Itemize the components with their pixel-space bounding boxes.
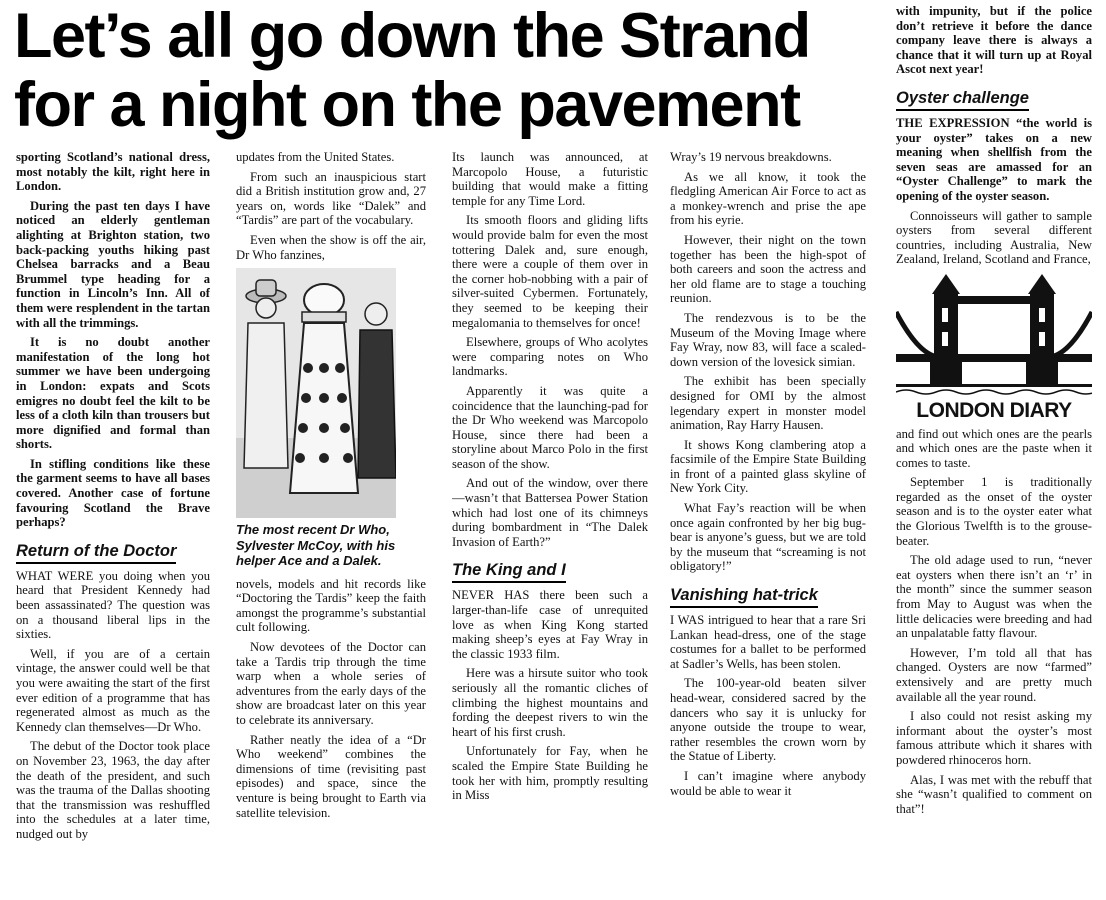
paragraph: However, I’m told all that has changed. Oysters are now “farmed” extensively and are pretty much available all the year round. [896, 645, 1092, 704]
paragraph: Alas, I was met with the rebuff that she “wasn’t qualified to comment on that”! [896, 772, 1092, 816]
paragraph: The rendezvous is to be the Museum of the Moving Image where Fay Wray, now 83, will face a scaled-down version of the lovesick simian. [670, 310, 866, 369]
paragraph: I WAS intrigued to hear that a rare Sri Lankan head-dress, one of the stage costumes for a ballet to be performed at Sadler’s Wells, has been stolen. [670, 613, 866, 671]
paragraph: and find out which ones are the pearls and which ones are the paste when it comes to taste. [896, 426, 1092, 470]
headline-line-2: for a night on the pavement [14, 70, 800, 140]
paragraph: Wray’s 19 nervous breakdowns. [670, 150, 832, 164]
headline-line-1: Let’s all go down the Strand [14, 1, 810, 71]
paragraph: However, their night on the town together has been the high-spot of both careers and soon the actress and her old flame are to stage a touching reunion. [670, 232, 866, 306]
subheading-vanishing-hat-trick: Vanishing hat-trick [670, 585, 818, 608]
paragraph: updates from the United States. [236, 150, 395, 164]
photo-illustration [236, 268, 396, 518]
paragraph: NEVER HAS there been such a larger-than-life case of unrequited love as when King Kong started making sheep’s eyes at Fay Wray in the classic 1933 film. [452, 588, 648, 661]
paragraph: As we all know, it took the fledgling American Air Force to act as a monkey-wrench and prise the ape from his eyrie. [670, 169, 866, 228]
headline [14, 2, 884, 140]
paragraph: WHAT WERE you doing when you heard that President Kennedy had been assassinated? The question was on a thousand liberal lips in the sixties. [16, 568, 210, 642]
paragraph: Rather neatly the idea of a “Dr Who weekend” combines the dimensions of time (revisiting past episodes) and space, since the venture is being brought to Earth via satellite television. [236, 732, 426, 820]
london-diary-label: LONDON DIARY [916, 398, 1072, 422]
paragraph: Unfortunately for Fay, when he scaled the Empire State Building he took her with him, promptly resulting in Miss [452, 744, 648, 803]
paragraph: Well, if you are of a certain vintage, the answer could well be that you were awaiting the start of the first ever edition of a programme that has regenerated almost as much as the Kennedy clan themselves—Dr Who. [16, 646, 210, 734]
paragraph: Its launch was announced, at Marcopolo House, a futuristic building that would make a fitting temple for any Time Lord. [452, 150, 648, 208]
column-2 [236, 150, 426, 896]
paragraph: September 1 is traditionally regarded as the onset of the oyster season and is to the oyster eater what the Glorious Twelfth is to the grouse-beater. [896, 475, 1092, 548]
paragraph: Now devotees of the Doctor can take a Tardis trip through the time warp when a whole series of adventures from the early days of the show are broadcast later on this year to celebrate its anniversary. [236, 640, 426, 727]
paragraph: And out of the window, over there—wasn’t that Battersea Power Station which had lost one of its chimneys during bombardment in “The Dalek Invasion of Earth?” [452, 476, 648, 549]
paragraph: novels, models and hit records like “Doctoring the Tardis” keep the faith amongst the programme’s substantial cult following. [236, 576, 426, 635]
column-5 [896, 4, 1092, 896]
paragraph: Apparently it was quite a coincidence that the launching-pad for the Dr Who weekend was Marcopolo House, since there had been a storyline about Marco Polo in the first season of the show. [452, 383, 648, 471]
paragraph: From such an inauspicious start did a British institution grow and, 27 years on, words like “Dalek” and “Tardis” are part of the vocabulary. [236, 169, 426, 228]
paragraph: Connoisseurs will gather to sample oysters from several different countries, including Australia, New Zealand, Ireland, Scotland and France, [896, 208, 1092, 267]
paragraph: It shows Kong clambering atop a facsimile of the Empire State Building in front of a painted glass skyline of New York City. [670, 437, 866, 496]
paragraph: What Fay’s reaction will be when once again confronted by her big bug-bear is anyone’s guess, but we are told by the museum that “screaming is not obligatory!” [670, 501, 866, 574]
paragraph: THE EXPRESSION “the world is your oyster” takes on a new meaning when shellfish from the seven seas are amassed for an “Oyster Challenge” to mark the opening of the oyster season. [896, 115, 1092, 203]
paragraph: The 100-year-old beaten silver head-wear, considered sacred by the dancers who say it is unlucky for anyone outside the troupe to wear, rather resembles the crown worn by the Statue of Liberty. [670, 676, 866, 764]
tower-bridge-logo [896, 272, 1092, 400]
paragraph: In stifling conditions like these the garment seems to have all bases covered. Another case of fortune favouring Scotland the Brave perhaps? [16, 456, 210, 530]
subheading-oyster-challenge: Oyster challenge [896, 88, 1029, 111]
photo-caption: The most recent Dr Who, Sylvester McCoy, with his helper Ace and a Dalek. [236, 522, 396, 569]
paragraph: Its smooth floors and gliding lifts would provide balm for even the most tottering Dalek and, sure enough, there were a couple of them over in the corner hob-nobbing with a pair of silver-suited Cybermen. Fortunately, they seemed to be keeping their megalomania to themselves for once! [452, 213, 648, 330]
tower-bridge-icon [896, 272, 1092, 400]
paragraph: I also could not resist asking my informant about the oyster’s most famous attribute which it shares with powdered rhinoceros horn. [896, 709, 1092, 767]
paragraph: It is no doubt another manifestation of the long hot summer we have been undergoing in London: expats and Scots emigres no doubt feel the kilt to be less of a cloth kiln than trousers but more dignified and formal than shorts. [16, 335, 210, 452]
column-1 [16, 150, 210, 896]
column-3 [452, 150, 648, 896]
dr-who-photo [236, 268, 396, 518]
subheading-return-of-the-doctor: Return of the Doctor [16, 541, 176, 564]
paragraph: The old adage used to run, “never eat oysters when there isn’t an ‘r’ in the month” since the summer season from May to August was when the little delicacies were breeding and had an unpalatable fatty flavour. [896, 553, 1092, 641]
column-4 [670, 150, 866, 896]
paragraph: Here was a hirsute suitor who took seriously all the romantic cliches of climbing the highest mountains and fording the deepest rivers to win the heart of his first crush. [452, 666, 648, 739]
paragraph: The debut of the Doctor took place on November 23, 1963, the day after the death of the president, and such was the trauma of the Dallas shooting that the transmission was reshuffled into the schedules at a later time, nudged out by [16, 739, 210, 841]
paragraph: Even when the show is off the air, Dr Who fanzines, [236, 232, 426, 262]
paragraph: sporting Scotland’s national dress, most notably the kilt, right here in London. [16, 150, 210, 194]
paragraph: Elsewhere, groups of Who acolytes were comparing notes on Who landmarks. [452, 335, 648, 379]
paragraph: During the past ten days I have noticed an elderly gentleman alighting at Brighton station, two back-packing youths hiking past Chelsea barracks and a Beau Brummel type heading for a function in Lincoln’s Inn. All of them were resplendent in the tartan with all the trimmings. [16, 198, 210, 330]
subheading-the-king-and-i: The King and I [452, 560, 566, 583]
paragraph: The exhibit has been specially designed for OMI by the almost legendary expert in monster model animation, Ray Harry Hausen. [670, 374, 866, 433]
paragraph: with impunity, but if the police don’t retrieve it before the dance company leave there is always a chance that it will turn up at Royal Ascot next year! [896, 4, 1092, 77]
paragraph: I can’t imagine where anybody would be able to wear it [670, 768, 866, 798]
